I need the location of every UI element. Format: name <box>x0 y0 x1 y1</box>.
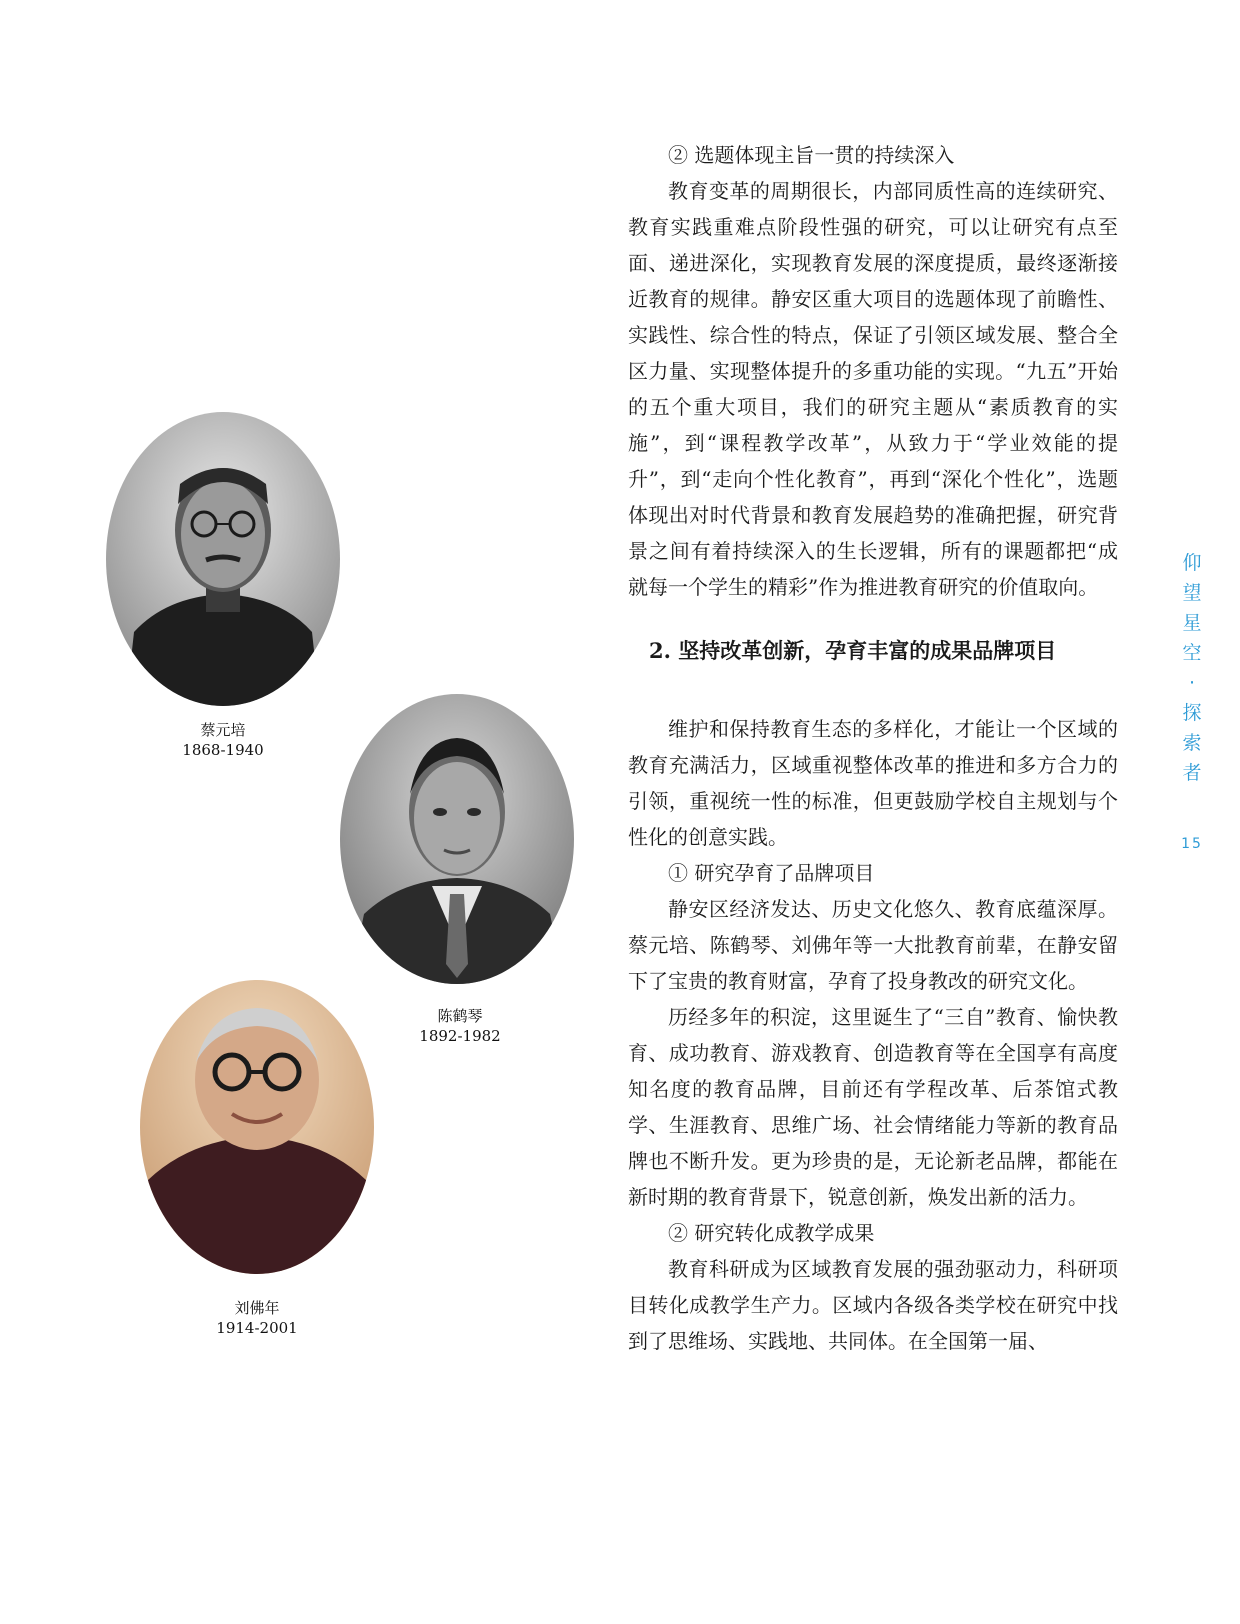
portrait-cai-yuanpei <box>106 412 340 706</box>
portrait-name: 刘佛年 <box>234 1299 280 1317</box>
subheading-teaching-results: ② 研究转化成教学成果 <box>668 1221 875 1245</box>
title-char: · <box>1188 672 1196 694</box>
portrait-image <box>106 412 340 706</box>
portrait-image <box>140 980 374 1274</box>
paragraph-topic-depth: 教育变革的周期很长，内部同质性高的连续研究、教育实践重难点阶段性强的研究，可以让研究有点至面、递进深化，实现教育发展的深度提质，最终逐渐接近教育的规律。静安区重大项目的选题体现了前瞻性、实践性、综合性的特点，保证了引领区域发展、整合全区力量、实现整体提升的多重功能的实现。“九五”开始的五个重大项目，我们的研究主题从“素质教育的实施”，到“课程教学改革”，从致力于“学业效能的提升”，到“走向个性化教育”，再到“深化个性化”，选题体现出对时代背景和教育发展趋势的准确把握，研究背景之间有着持续深入的生长逻辑，所有的课题都把“成就每一个学生的精彩”作为推进教育研究的价值取向。 <box>628 179 1118 599</box>
portrait-liu-fonian <box>140 980 374 1274</box>
paragraph-brands: 历经多年的积淀，这里诞生了“三自”教育、愉快教育、成功教育、游戏教育、创造教育等在全国享有高度知名度的教育品牌，目前还有学程改革、后茶馆式教学、生涯教育、思维广场、社会情绪能力等新的教育品牌也不断升发。更为珍贵的是，无论新老品牌，都能在新时期的教育背景下，锐意创新，焕发出新的活力。 <box>628 1005 1118 1209</box>
title-char: 者 <box>1182 762 1202 784</box>
portrait-image <box>340 694 574 984</box>
subheading-brand-projects: ① 研究孕育了品牌项目 <box>668 861 875 885</box>
caption-cai-yuanpei <box>163 720 283 760</box>
subheading-topic-depth: ② 选题体现主旨一贯的持续深入 <box>668 143 955 167</box>
title-char: 索 <box>1182 732 1202 754</box>
title-char: 探 <box>1182 702 1202 724</box>
title-char: 星 <box>1182 612 1202 634</box>
caption-chen-heqin <box>400 1006 520 1046</box>
portrait-years: 1868-1940 <box>182 741 264 759</box>
portrait-name: 陈鹤琴 <box>437 1007 483 1025</box>
paragraph-research-drive: 教育科研成为区域教育发展的强劲驱动力，科研项目转化成教学生产力。区域内各级各类学校在研究中找到了思维场、实践地、共同体。在全国第一届、 <box>628 1257 1118 1353</box>
portrait-years: 1892-1982 <box>419 1027 501 1045</box>
section-heading: 2. 坚持改革创新，孕育丰富的成果品牌项目 <box>649 638 1057 663</box>
title-char: 望 <box>1182 582 1202 604</box>
vertical-book-title <box>1180 548 1204 788</box>
portrait-chen-heqin <box>340 694 574 984</box>
caption-liu-fonian <box>197 1298 317 1338</box>
portrait-years: 1914-2001 <box>216 1319 298 1337</box>
page-number: 15 <box>1181 836 1203 852</box>
title-char: 仰 <box>1182 552 1202 574</box>
title-char: 空 <box>1182 642 1202 664</box>
paragraph-jingan: 静安区经济发达、历史文化悠久、教育底蕴深厚。蔡元培、陈鹤琴、刘佛年等一大批教育前辈，在静安留下了宝贵的教育财富，孕育了投身教改的研究文化。 <box>628 897 1118 993</box>
portrait-name: 蔡元培 <box>200 721 246 739</box>
paragraph-ecology: 维护和保持教育生态的多样化，才能让一个区域的教育充满活力，区域重视整体改革的推进和多方合力的引领，重视统一性的标准，但更鼓励学校自主规划与个性化的创意实践。 <box>628 717 1118 849</box>
article-body <box>628 137 1118 1359</box>
